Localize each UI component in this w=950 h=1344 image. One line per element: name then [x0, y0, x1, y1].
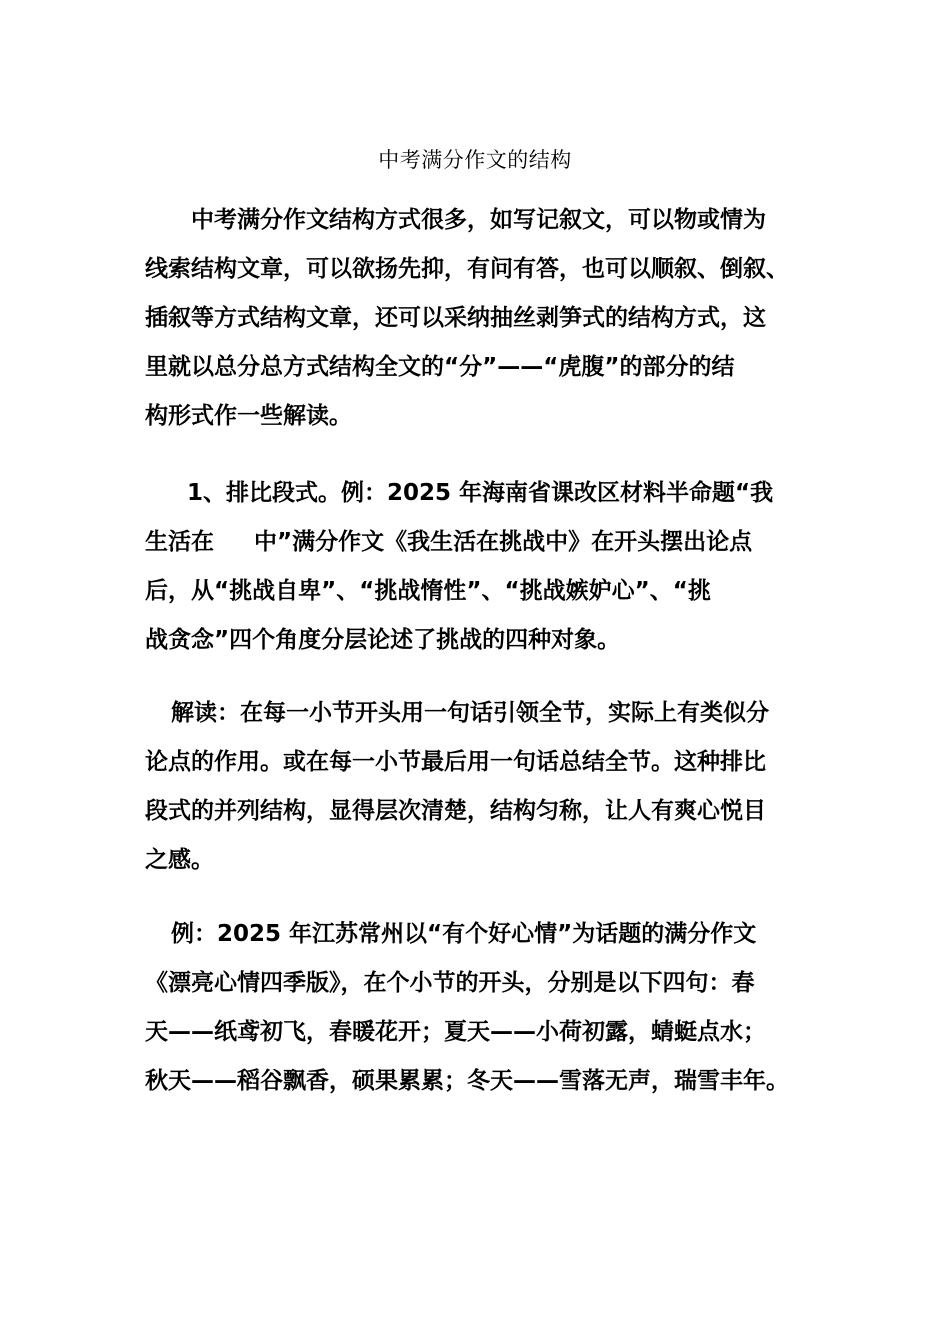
paragraph-line [145, 518, 805, 567]
paragraph-intro [145, 196, 805, 441]
paragraph-parallel-style [145, 469, 805, 665]
paragraph-line: 里就以总分总方式结构全文的“分”——“虎腹”的部分的结 [145, 354, 735, 380]
paragraph-line: 之感。 [145, 847, 214, 873]
paragraph-line: 天——纸鸢初飞，春暖花开；夏天——小荷初露，蜻蜓点水； [145, 1019, 766, 1045]
document-title: 中考满分作文的结构 [378, 148, 572, 172]
paragraph-line: 解读：在每一小节开头用一句话引领全节，实际上有类似分 [171, 700, 769, 726]
paragraph-example [145, 910, 805, 1106]
paragraph-line: 构形式作一些解读。 [145, 403, 352, 429]
paragraph-line: 战贪念”四个角度分层论述了挑战的四种对象。 [145, 627, 621, 653]
paragraph-interpretation [145, 689, 805, 885]
paragraph-line: 例：2025 年江苏常州以“有个好心情”为话题的满分作文 [171, 921, 757, 947]
paragraph-line: 线索结构文章，可以欲扬先抑，有问有答，也可以顺叙、倒叙、 [145, 256, 789, 282]
paragraph-line: 段式的并列结构，显得层次清楚，结构匀称，让人有爽心悦目 [145, 798, 766, 824]
paragraph-line: 后，从“挑战自卑”、“挑战惰性”、“挑战嫉妒心”、“挑 [145, 578, 711, 604]
paragraph-line: 1、排比段式。例：2025 年海南省课改区材料半命题“我 [187, 480, 774, 506]
paragraph-line: 插叙等方式结构文章，还可以采纳抽丝剥笋式的结构方式，这 [145, 305, 766, 331]
paragraph-line: 《漂亮心情四季版》，在个小节的开头，分别是以下四句：春 [145, 970, 755, 996]
paragraph-line: 秋天——稻谷飘香，硕果累累；冬天——雪落无声，瑞雪丰年。 [145, 1068, 789, 1094]
paragraph-line: 论点的作用。或在每一小节最后用一句话总结全节。这种排比 [145, 749, 766, 775]
paragraph-line-segment: 中”满分作文《我生活在挑战中》在开头摆出论点 [254, 529, 753, 555]
paragraph-line: 中考满分作文结构方式很多，如写记叙文，可以物或情为 [191, 207, 766, 233]
paragraph-line-segment: 生活在 [145, 529, 214, 555]
